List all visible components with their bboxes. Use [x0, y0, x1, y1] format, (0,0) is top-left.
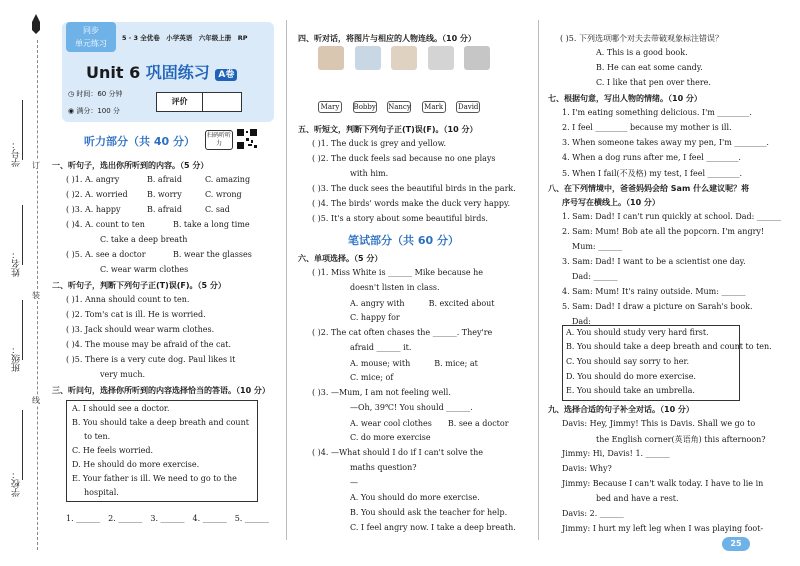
picture-child-running: [464, 46, 490, 70]
s3-opt-d: D. He should do more exercise.: [72, 460, 200, 469]
q5-a: A. This is a good book.: [596, 48, 688, 57]
s3-heading: 三、听问句，选择你所听到的内容选择恰当的答语。（10 分）: [52, 386, 270, 395]
badge-line1: 同步: [83, 26, 99, 35]
student-no-label: 学号：: [12, 140, 22, 167]
s9-l7: Jimmy: I hurt my left leg when I was playing foot-: [562, 524, 764, 533]
picture-kids-hugging: [391, 46, 417, 70]
s8-heading: 八、在下列情境中，爸爸妈妈会给 Sam 什么建议呢？将: [548, 184, 750, 193]
s9-l5: bed and have a rest.: [596, 494, 679, 503]
s1-q4: ( )4. A. count to ten B. take a long time: [66, 220, 250, 229]
qr-code-icon: [236, 128, 258, 150]
s8-l6: 5. Sam: Dad! I draw a picture on Sarah's book.: [562, 302, 753, 311]
class-label: 班级：: [12, 345, 22, 372]
series-label: 5 · 3 全优卷 小学英语 六年级上册 RP: [122, 34, 248, 42]
name-card-mark[interactable]: Mark: [422, 101, 446, 113]
s8-opt-d: D. You should do more exercise.: [566, 372, 696, 381]
s8-opt-e: E. You should take an umbrella.: [566, 386, 695, 395]
s7-q1: 1. I'm eating something delicious. I'm ________.: [562, 108, 752, 117]
s8-heading-cont: 序号写在横线上。（10 分）: [562, 198, 660, 207]
s6-l10: A. wear cool clothes B. see a doctor: [350, 419, 509, 428]
unit-title: [86, 60, 237, 83]
s2-q3: ( )3. Jack should wear warm clothes.: [66, 325, 215, 334]
s1-q1: ( )1. A. angry B. afraid C. amazing: [66, 175, 251, 184]
s7-q2: 2. I feel ________ because my mother is ill.: [562, 123, 732, 132]
q5-b: B. He can eat some candy.: [596, 63, 703, 72]
s8-opt-a: A. You should study very hard first.: [566, 328, 709, 337]
s9-l6: Davis: 2. ______: [562, 509, 624, 518]
s9-l3: Davis: Why?: [562, 464, 612, 473]
page-number: 25: [722, 537, 750, 551]
s5-q5: ( )5. It's a story about some beautiful birds.: [312, 214, 488, 223]
picture-boy-doctor: [355, 46, 381, 70]
name-card-mary[interactable]: Mary: [318, 101, 342, 113]
s6-l2: A. angry with B. excited about: [350, 299, 495, 308]
s7-heading: 七、根据句意，写出人物的情绪。（10 分）: [548, 94, 702, 103]
time-label: ◷ 时间：60 分钟: [68, 90, 123, 98]
score-label: ◉ 满分：100 分: [68, 107, 120, 115]
s8-l7: Dad: ______: [572, 317, 618, 326]
s2-q4: ( )4. The mouse may be afraid of the cat.: [66, 340, 231, 349]
s5-q3: ( )3. The duck sees the beautiful birds in the park.: [312, 184, 516, 193]
s6-l11: C. do more exercise: [350, 433, 431, 442]
s4-pictures: [318, 46, 490, 72]
s6-l12: ( )4. —What should I do if I can't solve the: [312, 448, 483, 457]
s2-q2: ( )2. Tom's cat is ill. He is worried.: [66, 310, 206, 319]
s6-l8: ( )3. —Mum, I am not feeling well.: [312, 388, 451, 397]
side-xian: 线: [32, 396, 40, 405]
unit-subtitle: 巩固练习: [145, 63, 210, 82]
s6-l4: ( )2. The cat often chases the ______. They're: [312, 328, 493, 337]
s6-l7: C. mice; of: [350, 373, 394, 382]
written-title: 笔试部分（共 60 分）: [348, 234, 459, 247]
s3-answer-blanks[interactable]: 1. ______ 2. ______ 3. ______ 4. ______ 5. ______: [66, 514, 269, 523]
s5-q2-cont: with him.: [350, 169, 389, 178]
s6-l1: doesn't listen in class.: [350, 283, 440, 292]
s9-heading: 九、选择合适的句子补全对话。（10 分）: [548, 405, 694, 414]
s9-l0: Davis: Hey, Jimmy! This is Davis. Shall we go to: [562, 419, 756, 428]
s3-opt-e: E. Your father is ill. We need to go to the: [72, 474, 237, 483]
s4-heading: 四、听对话，将图片与相应的人物连线。（10 分）: [298, 34, 476, 43]
s8-opt-c: C. You should say sorry to her.: [566, 357, 689, 366]
s3-opt-c: C. He feels worried.: [72, 446, 154, 455]
s1-heading: 一、听句子，选出你所听到的内容。（5 分）: [52, 161, 209, 170]
s9-l4: Jimmy: Because I can't walk today. I have to lie in: [562, 479, 764, 488]
s6-l16: B. You should ask the teacher for help.: [350, 508, 508, 517]
evaluation-label: 评价: [157, 93, 203, 111]
s4-name-cards: [318, 101, 480, 113]
name-card-bobby[interactable]: Bobby: [353, 103, 376, 111]
column-divider-1: [286, 20, 287, 540]
evaluation-box: [156, 92, 242, 112]
s8-l2: Mum: ______: [572, 242, 623, 251]
s3-opt-a: A. I should see a doctor.: [72, 404, 170, 413]
s1-q5: ( )5. A. see a doctor B. wear the glasses: [66, 250, 252, 259]
s7-q5: 5. When I fail(不及格) my test, I feel ________.: [562, 169, 743, 178]
s9-l2: Jimmy: Hi, Davis! 1. ______: [562, 449, 670, 458]
s7-q3: 3. When someone takes away my pen, I'm ________.: [562, 138, 769, 147]
class-line: [22, 300, 23, 360]
s8-l5: 4. Sam: Mum! It's rainy outside. Mum: ______: [562, 287, 746, 296]
s2-q5: ( )5. There is a very cute dog. Paul likes it: [66, 355, 236, 364]
clock-icon: ◷: [68, 90, 77, 98]
s6-l3: C. happy for: [350, 313, 400, 322]
s5-q4: ( )4. The birds' words make the duck very happy.: [312, 199, 511, 208]
s8-opt-b: B. You should take a deep breath and count to ten.: [566, 342, 772, 351]
school-line: [22, 410, 23, 480]
rocket-icon: [32, 14, 40, 34]
q5-c: C. I like that pen over there.: [596, 78, 711, 87]
unit-number: Unit 6: [86, 63, 141, 82]
s1-q2: ( )2. A. worried B. worry C. wrong: [66, 190, 242, 199]
s3-opt-e-cont: hospital.: [84, 488, 119, 497]
s1-q4-c: C. take a deep breath: [100, 235, 188, 244]
s5-heading: 五、听短文，判断下列句子正(T)误(F)。（10 分）: [298, 125, 478, 134]
student-no-line: [22, 100, 23, 160]
s6-l13: maths question?: [350, 463, 417, 472]
s6-l0: ( )1. Miss White is ______ Mike because he: [312, 268, 484, 277]
unit-badge: [66, 22, 116, 52]
column-divider-2: [538, 20, 539, 540]
s8-l4: Dad: ______: [572, 272, 618, 281]
name-line: [22, 205, 23, 265]
q5-stem: ( )5. 下列选项哪个对夫去带破观象标注错误？: [560, 34, 723, 43]
s5-q1: ( )1. The duck is grey and yellow.: [312, 139, 447, 148]
s6-l17: C. I feel angry now. I take a deep breath.: [350, 523, 516, 532]
s2-heading: 二、听句子，判断下列句子正(T)误(F)。（5 分）: [52, 281, 226, 290]
s5-q2: ( )2. The duck feels sad because no one plays: [312, 154, 496, 163]
s6-l6: A. mouse; with B. mice; at: [350, 359, 478, 368]
name-card-nancy[interactable]: Nancy: [388, 103, 411, 111]
name-label: 姓名：: [12, 250, 22, 277]
qr-label: 扫码听听力: [205, 130, 233, 150]
s8-l1: 2. Sam: Mum! Bob ate all the popcorn. I'm angry!: [562, 227, 765, 236]
score-icon: ◉: [68, 107, 77, 115]
s1-q5-c: C. wear warm clothes: [100, 265, 189, 274]
s6-l14: —: [350, 478, 358, 487]
side-zhuang: 装: [32, 291, 40, 300]
listening-title: 听力部分（共 40 分）: [84, 135, 195, 148]
s6-heading: 六、单项选择。（5 分）: [298, 254, 383, 263]
side-ding: 订: [32, 161, 40, 170]
s1-q3: ( )3. A. happy B. afraid C. sad: [66, 205, 230, 214]
s6-l5: afraid ______ it.: [350, 343, 412, 352]
s9-l1: the English corner(英语角) this afternoon?: [596, 435, 766, 444]
s2-q1: ( )1. Anna should count to ten.: [66, 295, 190, 304]
s6-l15: A. You should do more exercise.: [350, 493, 480, 502]
s8-l0: 1. Sam: Dad! I can't run quickly at school. Dad: ______: [562, 212, 781, 221]
name-card-david[interactable]: David: [457, 103, 479, 111]
badge-line2: 单元练习: [75, 39, 107, 48]
school-label: 学校：: [12, 470, 22, 497]
s3-opt-b-cont: to ten.: [84, 432, 111, 441]
s3-opt-b: B. You should take a deep breath and count: [72, 418, 249, 427]
s7-q4: 4. When a dog runs after me, I feel ________.: [562, 153, 741, 162]
picture-family-reading: [428, 46, 454, 70]
picture-girl-sweater: [318, 46, 344, 70]
unit-tag: A卷: [215, 69, 237, 81]
s2-q5-cont: very much.: [100, 370, 146, 379]
s6-l9: —Oh, 39℃! You should ______.: [350, 403, 473, 412]
s8-l3: 3. Sam: Dad! I want to be a scientist one day.: [562, 257, 746, 266]
